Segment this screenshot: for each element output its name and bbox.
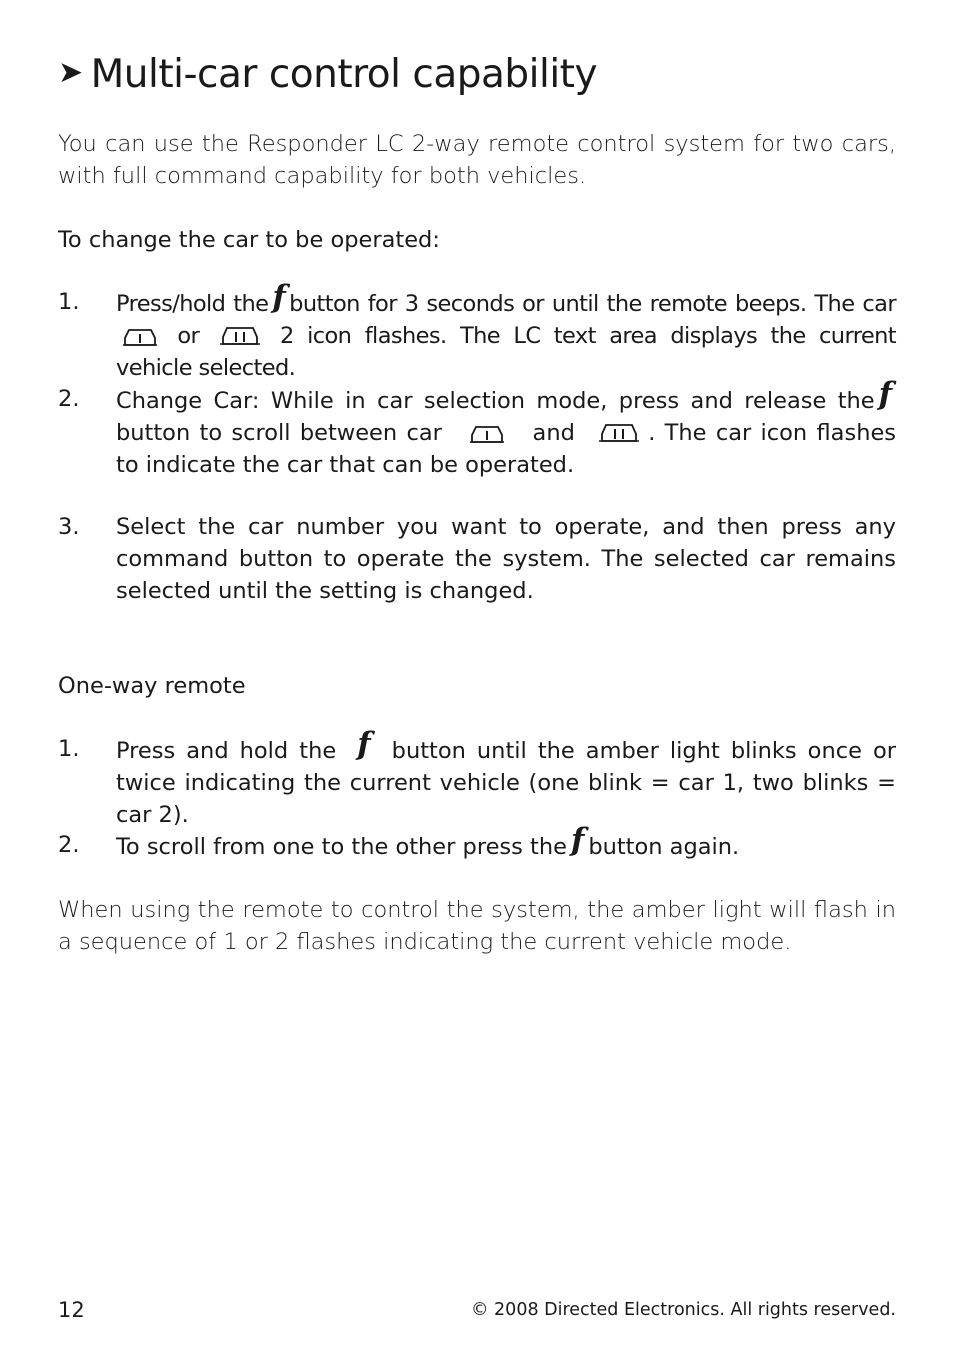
text-fragment: or	[177, 323, 200, 349]
list-item-number: 3.	[58, 514, 80, 540]
list-item-number: 1.	[58, 289, 80, 315]
text-fragment: button for 3 seconds or until the remote beeps. The car	[289, 291, 896, 317]
function-button-icon: f	[878, 376, 892, 412]
text-fragment: To scroll from one to the other press the	[116, 834, 567, 860]
car-1-icon	[469, 422, 505, 446]
text-fragment: and	[532, 420, 575, 446]
list-item-text	[116, 279, 897, 384]
function-button-icon: f	[357, 726, 371, 762]
intro-paragraph: You can use the Responder LC 2-way remote control system for two cars, with full command capability for both vehicles.	[58, 131, 896, 189]
list-item-text	[116, 726, 896, 831]
text-fragment: Change Car: While in car selection mode, press and release the	[116, 388, 875, 414]
text-fragment: 2 icon flashes. The LC text area displays the current vehicle selected.	[116, 323, 897, 381]
text-fragment: button until the amber light blinks once or twice indicating the current vehicle (one blink = car 1, two blinks = car 2).	[116, 738, 896, 828]
function-button-icon: f	[570, 822, 585, 858]
list-item-number: 2.	[58, 386, 80, 412]
car-2-icon	[219, 323, 261, 349]
page-number: 12	[58, 1298, 85, 1322]
list-item-number: 2.	[58, 832, 80, 858]
arrow-bullet-icon: ➤	[58, 55, 83, 90]
list-item-text: Select the car number you want to operate, and then press any command button to operate the system. The selected car remains selected until the setting is changed.	[116, 514, 896, 604]
text-fragment: Press/hold the	[116, 291, 269, 317]
page-title	[58, 52, 597, 97]
page-title-text: Multi-car control capability	[90, 52, 598, 97]
car-2-icon	[598, 420, 640, 446]
list-item-text	[116, 822, 896, 863]
list-item-text	[116, 376, 897, 481]
section-heading-one-way-remote: One-way remote	[58, 673, 246, 699]
text-fragment: Press and hold the	[116, 738, 337, 764]
function-button-icon: f	[272, 279, 286, 315]
text-fragment: . The car icon flashes to indicate the car that can be operated.	[116, 420, 897, 478]
text-fragment: button to scroll between car	[116, 420, 442, 446]
list-item-number: 1.	[58, 736, 80, 762]
section-heading-change-car: To change the car to be operated:	[58, 227, 440, 253]
closing-paragraph: When using the remote to control the system, the amber light will flash in a sequence of 1 or 2 flashes indicating the current vehicle mode.	[58, 897, 896, 955]
copyright-notice: © 2008 Directed Electronics. All rights reserved.	[470, 1300, 896, 1320]
text-fragment: button again.	[588, 834, 740, 860]
car-1-icon	[122, 325, 158, 349]
